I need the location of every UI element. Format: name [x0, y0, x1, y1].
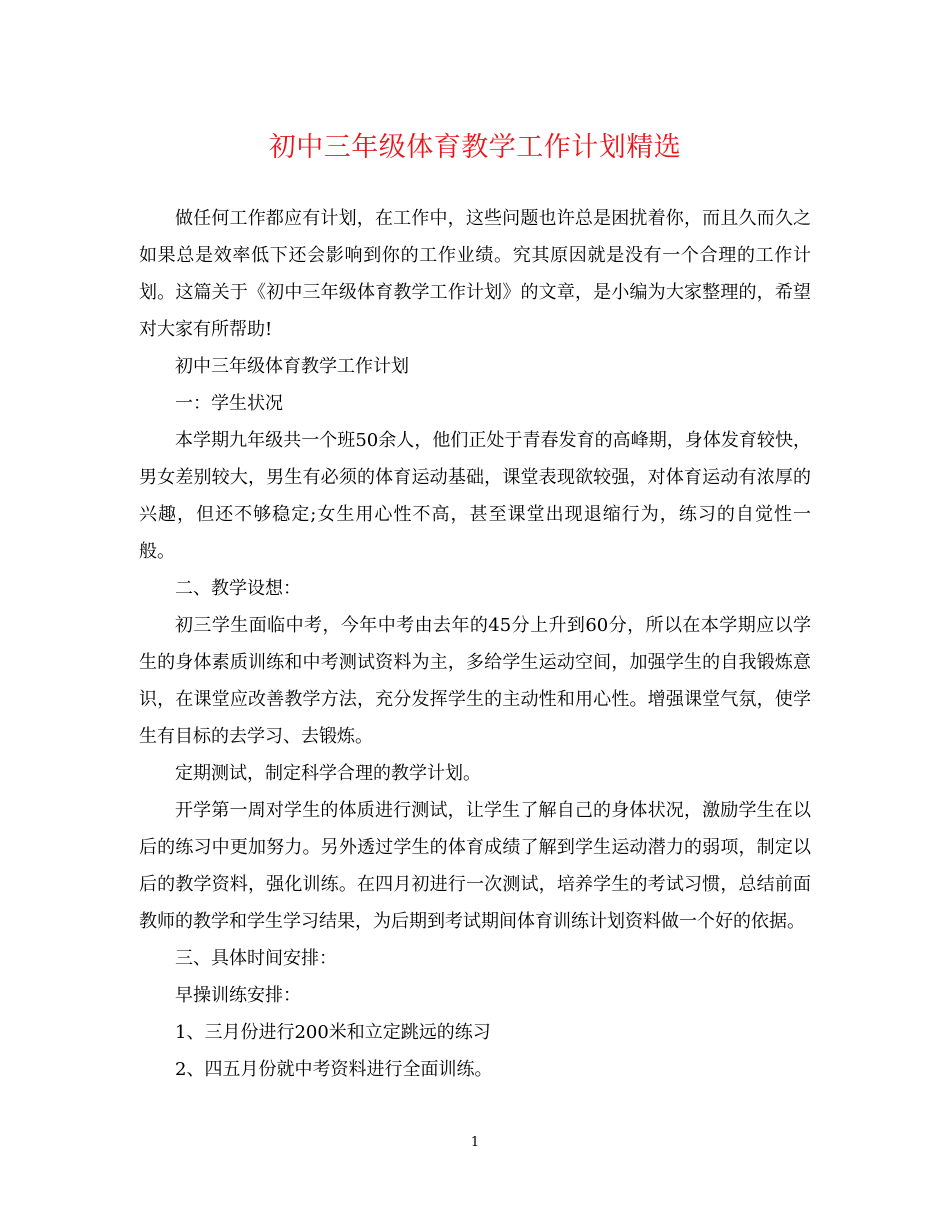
plan-heading: 初中三年级体育教学工作计划: [175, 356, 409, 377]
intro-paragraph: 做任何工作都应有计划，在工作中，这些问题也许总是困扰着你，而且久而久之如果总是效率低下还会影响到你的工作业绩。究其原因就是没有一个合理的工作计划。这篇关于《初中三年级体育教学工作计划》的文章，是小编为大家整理的，希望对大家有所帮助!: [139, 208, 811, 340]
schedule-item-2: 2、四五月份就中考资料进行全面训练。: [175, 1059, 493, 1080]
section-heading-schedule: 三、具体时间安排：: [175, 948, 337, 969]
testing-summary-paragraph: 定期测试，制定科学合理的教学计划。: [175, 763, 481, 784]
section-heading-student-status: 一：学生状况: [175, 393, 283, 414]
testing-detail-paragraph: 开学第一周对学生的体质进行测试，让学生了解自己的身体状况，激励学生在以后的练习中更加努力。另外透过学生的体育成绩了解到学生运动潜力的弱项，制定以后的教学资料，强化训练。在四月初进行一次测试，培养学生的考试习惯，总结前面教师的教学和学生学习结果，为后期到考试期间体育训练计划资料做一个好的依据。: [139, 800, 811, 932]
schedule-item-1: 1、三月份进行200米和立定跳远的练习: [175, 1022, 491, 1043]
document-body: [139, 200, 811, 1088]
morning-training-heading: 早操训练安排：: [175, 985, 301, 1006]
page-number: 1: [470, 1135, 480, 1150]
student-status-paragraph: 本学期九年级共一个班50余人，他们正处于青春发育的高峰期，身体发育较快，男女差别较大，男生有必须的体育运动基础，课堂表现欲较强，对体育运动有浓厚的兴趣，但还不够稳定;女生用心性不高，甚至课堂出现退缩行为，练习的自觉性一般。: [139, 430, 811, 562]
section-heading-teaching-ideas: 二、教学设想：: [175, 578, 301, 599]
document-title: 初中三年级体育教学工作计划精选: [268, 132, 682, 163]
teaching-ideas-paragraph: 初三学生面临中考，今年中考由去年的45分上升到60分，所以在本学期应以学生的身体素质训练和中考测试资料为主，多给学生运动空间，加强学生的自我锻炼意识，在课堂应改善教学方法，充分发挥学生的主动性和用心性。增强课堂气氛，使学生有目标的去学习、去锻炼。: [139, 615, 811, 747]
